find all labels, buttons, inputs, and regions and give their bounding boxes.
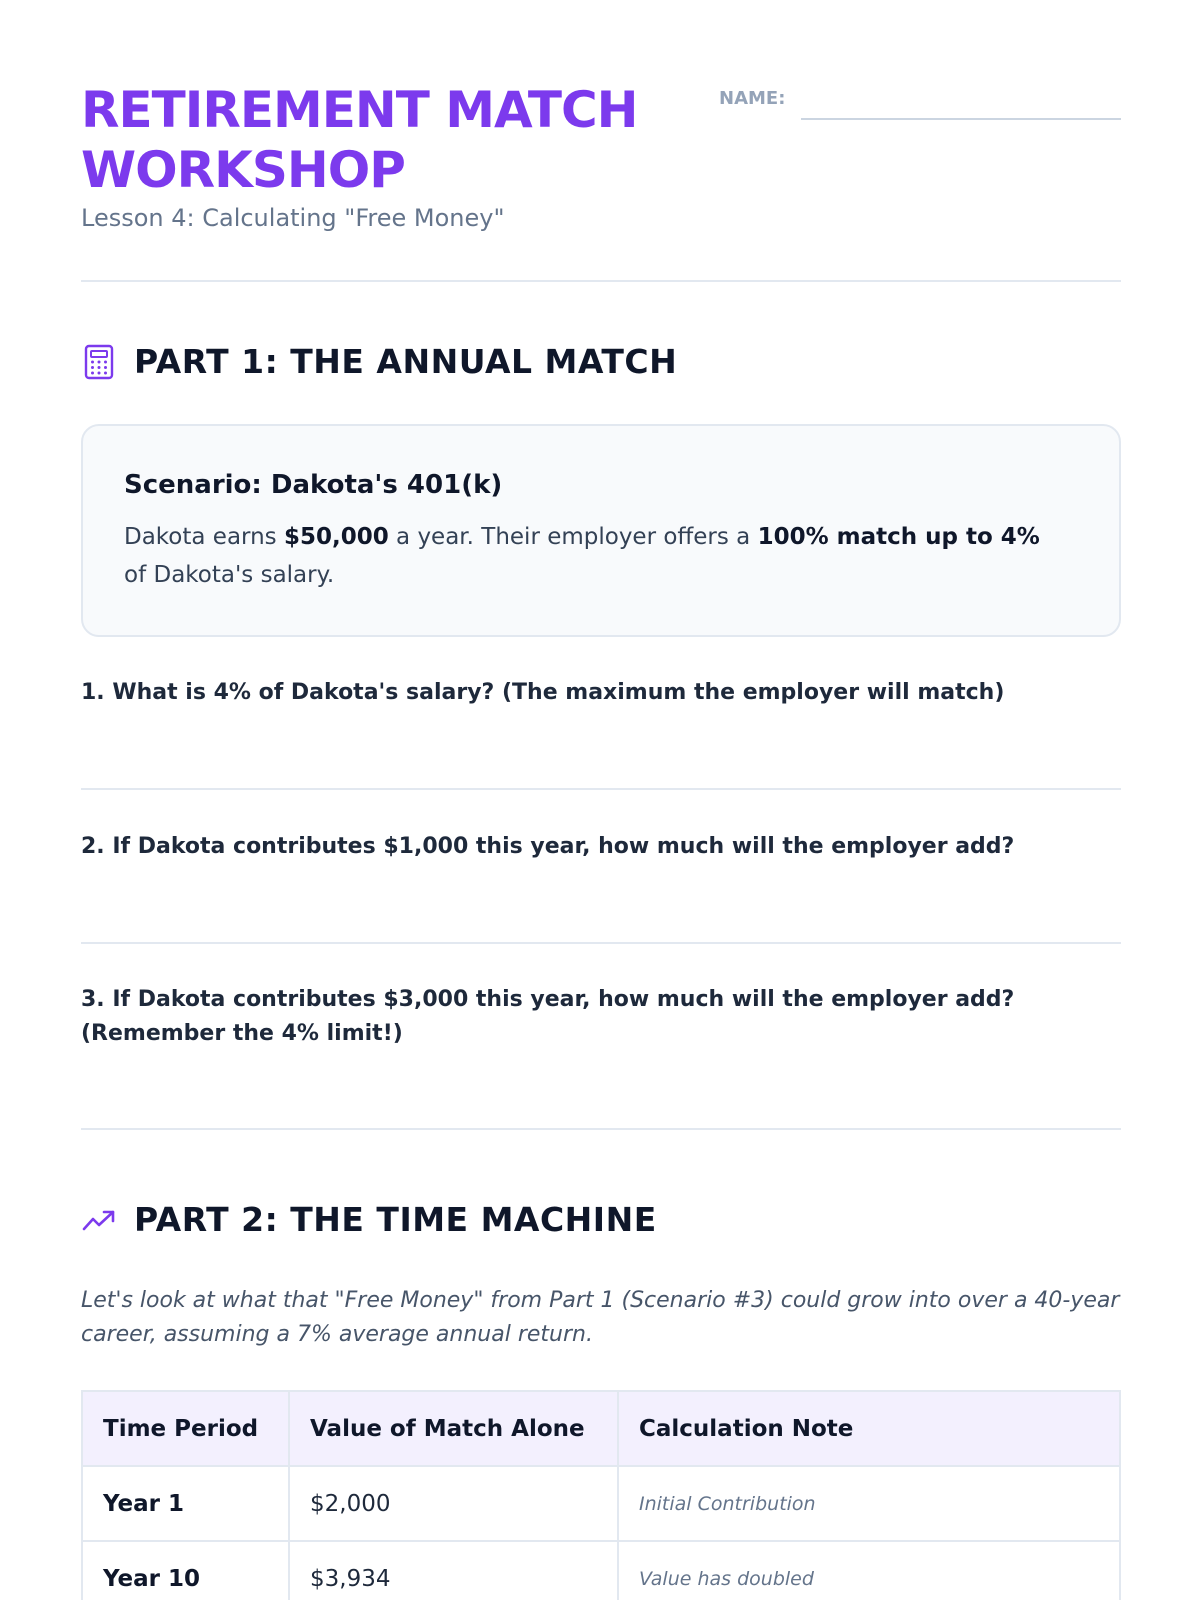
answer-line-3[interactable] — [81, 1128, 1121, 1130]
column-header-time-period: Time Period — [82, 1391, 289, 1466]
scenario-text-1: Dakota earns — [124, 524, 284, 550]
scenario-text-3: of Dakota's salary. — [124, 562, 335, 588]
trending-up-icon — [81, 1202, 117, 1238]
row-note: Value has doubled — [618, 1541, 1120, 1600]
calculator-icon — [81, 344, 117, 380]
name-label: NAME: — [719, 88, 786, 109]
scenario-salary: $50,000 — [283, 524, 389, 550]
row-note: Initial Contribution — [618, 1466, 1120, 1541]
question-2: 2. If Dakota contributes $1,000 this year, how much will the employer add? — [81, 834, 1015, 859]
scenario-description — [124, 518, 1064, 594]
scenario-card — [81, 424, 1121, 637]
scenario-text-2: a year. Their employer offers a — [388, 524, 758, 550]
answer-line-2[interactable] — [81, 942, 1121, 944]
header-divider — [81, 280, 1121, 282]
question-1: 1. What is 4% of Dakota's salary? (The maximum the employer will match) — [81, 680, 1005, 705]
answer-line-1[interactable] — [81, 788, 1121, 790]
question-3: 3. If Dakota contributes $3,000 this year, how much will the employer add? (Remember the 4% limit!) — [81, 987, 1015, 1046]
table-row — [82, 1541, 1120, 1600]
growth-table — [81, 1390, 1121, 1600]
scenario-match: 100% match up to 4% — [757, 524, 1040, 550]
part2-intro: Let's look at what that "Free Money" from Part 1 (Scenario #3) could grow into over a 40-year career, assuming a 7% average annual return. — [81, 1288, 1120, 1347]
part2-title: PART 2: THE TIME MACHINE — [134, 1200, 657, 1239]
row-value: $2,000 — [289, 1466, 618, 1541]
row-period: Year 10 — [82, 1541, 289, 1600]
table-header-row — [82, 1391, 1120, 1466]
row-value: $3,934 — [289, 1541, 618, 1600]
row-period: Year 1 — [82, 1466, 289, 1541]
part2-heading — [81, 1198, 1121, 1242]
part1-title: PART 1: THE ANNUAL MATCH — [134, 342, 678, 381]
scenario-title: Scenario: Dakota's 401(k) — [124, 470, 503, 500]
lesson-subtitle: Lesson 4: Calculating "Free Money" — [81, 204, 505, 232]
part1-heading — [81, 340, 1121, 384]
name-field-line[interactable] — [801, 118, 1121, 120]
worksheet-header — [81, 80, 1121, 240]
table-row — [82, 1466, 1120, 1541]
column-header-note: Calculation Note — [618, 1391, 1120, 1466]
column-header-value: Value of Match Alone — [289, 1391, 618, 1466]
page-title: RETIREMENT MATCH WORKSHOP — [81, 81, 638, 199]
